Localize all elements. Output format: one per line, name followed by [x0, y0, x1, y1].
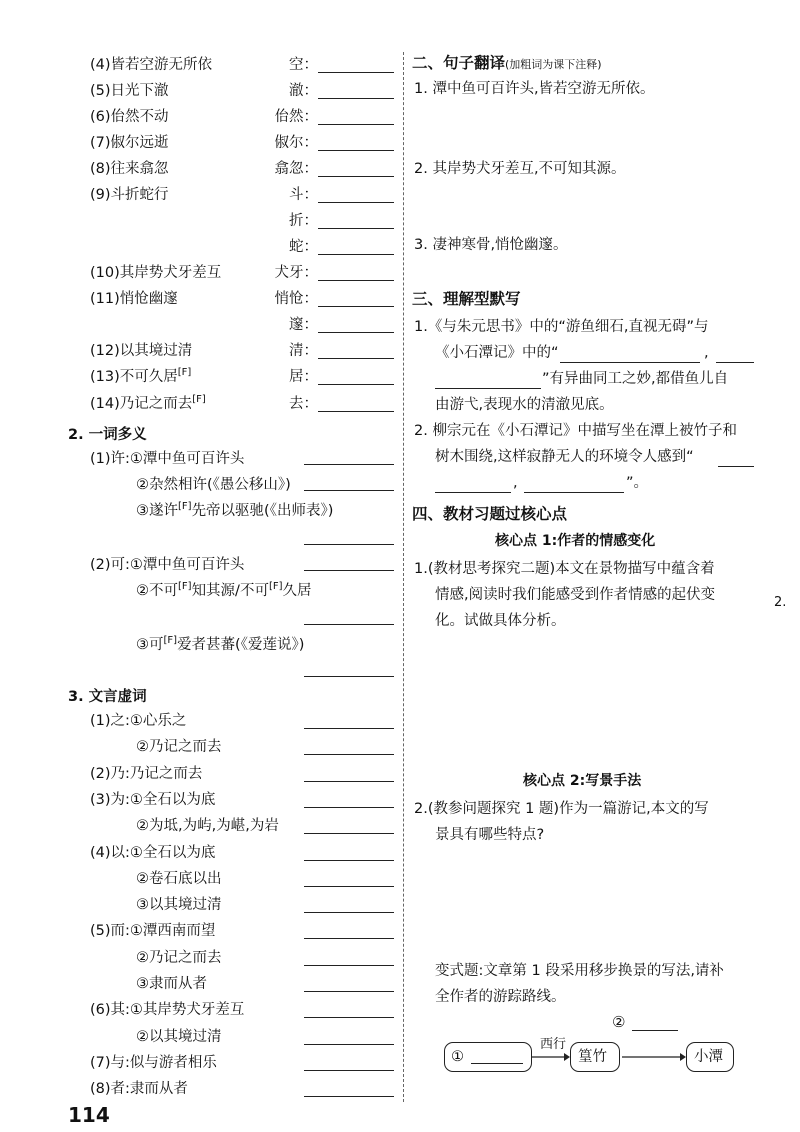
vocab-word: 清： — [289, 343, 318, 359]
dictation-line-1: 1.《与朱元思书》中的“游鱼细石,直视无碍”与 — [414, 319, 709, 335]
vocab-word: 蛇： — [289, 239, 318, 255]
vocab-answer-blank[interactable] — [318, 228, 394, 229]
function-word-item: (5)而:①潭西南而望 — [90, 923, 216, 940]
vocab-phrase: (11)悄怆幽邃 — [90, 291, 178, 307]
polysemy-answer-blank[interactable] — [304, 676, 394, 677]
vocab-answer-blank[interactable] — [318, 411, 394, 412]
vocab-answer-blank[interactable] — [318, 384, 394, 385]
vocab-word: 折： — [289, 213, 318, 229]
function-word-answer-blank[interactable] — [304, 965, 394, 966]
core1-line-1: 1.(教材思考探究二题)本文在景物描写中蕴含着 — [414, 561, 715, 577]
dictation-blank-5[interactable] — [435, 492, 511, 493]
vocab-answer-blank[interactable] — [318, 150, 394, 151]
core2-line-1: 2.(教参问题探究 1 题)作为一篇游记,本文的写 — [414, 801, 709, 817]
column-divider — [403, 52, 404, 1102]
route-arrow-2 — [620, 1050, 686, 1064]
section4-title: 四、教材习题过核心点 — [412, 505, 568, 523]
vocab-phrase: (4)皆若空游无所依 — [90, 57, 213, 73]
core-point-1-title: 核心点 1:作者的情感变化 — [495, 533, 656, 549]
polysemy-item: ③可[F]爱者甚蕃(《爱莲说》) — [136, 635, 305, 653]
polysemy-item: (2)可:①潭中鱼可百许头 — [90, 557, 245, 573]
vocab-answer-blank[interactable] — [318, 280, 394, 281]
polysemy-answer-blank[interactable] — [304, 570, 394, 571]
polysemy-answer-blank[interactable] — [304, 464, 394, 465]
function-word-answer-blank[interactable] — [304, 1070, 394, 1071]
route-label-2: ② — [612, 1013, 626, 1031]
section3-title: 三、理解型默写 — [412, 290, 521, 308]
route-blank-2[interactable] — [632, 1030, 678, 1031]
function-word-item: ②为坻,为屿,为嵁,为岩 — [136, 818, 279, 835]
page-number: 114 — [68, 1103, 110, 1127]
dictation-line-3: ”有异曲同工之妙,都借鱼儿自 — [542, 371, 729, 387]
dictation-blank-6[interactable] — [524, 492, 624, 493]
core-point-2-title: 核心点 2:写景手法 — [523, 773, 642, 789]
vocab-answer-blank[interactable] — [318, 306, 394, 307]
polysemy-item: ③遂许[F]先帝以驱驰(《出师表》) — [136, 501, 334, 519]
vocab-phrase: (7)俶尔远逝 — [90, 135, 169, 151]
function-word-answer-blank[interactable] — [304, 833, 394, 834]
function-word-answer-blank[interactable] — [304, 807, 394, 808]
polysemy-title: 2. 一词多义 — [68, 427, 147, 443]
vocab-phrase: (9)斗折蛇行 — [90, 187, 169, 203]
vocab-word: 犬牙： — [274, 265, 318, 281]
polysemy-answer-blank[interactable] — [304, 544, 394, 545]
translation-item-3: 3. 凄神寒骨,悄怆幽邃。 — [414, 237, 568, 253]
function-word-item: ③以其境过清 — [136, 897, 222, 914]
function-word-answer-blank[interactable] — [304, 728, 394, 729]
vocab-answer-blank[interactable] — [318, 124, 394, 125]
core1-line-3: 化。试做具体分析。 — [435, 613, 566, 629]
function-words-title: 3. 文言虚词 — [68, 689, 147, 705]
function-word-answer-blank[interactable] — [304, 938, 394, 939]
function-word-answer-blank[interactable] — [304, 1044, 394, 1045]
function-word-item: (7)与:似与游者相乐 — [90, 1054, 217, 1071]
vocab-answer-blank[interactable] — [318, 202, 394, 203]
vocab-phrase: (8)往来翕忽 — [90, 161, 169, 177]
function-word-answer-blank[interactable] — [304, 991, 394, 992]
function-word-answer-blank[interactable] — [304, 1017, 394, 1018]
vocab-phrase: (10)其岸势犬牙差互 — [90, 265, 222, 281]
vocab-answer-blank[interactable] — [318, 254, 394, 255]
comma-2: , — [513, 475, 518, 491]
vocab-word: 佁然： — [274, 109, 318, 125]
vocab-phrase: (6)佁然不动 — [90, 109, 169, 125]
route-box-2: 篁竹 — [570, 1042, 620, 1072]
vocab-answer-blank[interactable] — [318, 176, 394, 177]
route-arrow-1 — [530, 1050, 570, 1064]
polysemy-item: ②杂然相许(《愚公移山》) — [136, 477, 291, 493]
polysemy-answer-blank[interactable] — [304, 624, 394, 625]
vocab-phrase: (12)以其境过清 — [90, 343, 193, 359]
polysemy-item: (1)许:①潭中鱼可百许头 — [90, 451, 245, 467]
dictation-line-6: 树木围绕,这样寂静无人的环境令人感到“ — [435, 449, 694, 465]
route-arrow-label: 西行 — [540, 1037, 567, 1052]
function-word-answer-blank[interactable] — [304, 860, 394, 861]
function-word-item: (1)之:①心乐之 — [90, 713, 187, 729]
dictation-line-2: 《小石潭记》中的“ — [435, 345, 559, 361]
function-word-item: ②卷石底以出 — [136, 870, 222, 887]
function-word-item: (4)以:①全石以为底 — [90, 844, 216, 861]
function-word-item: (3)为:①全石以为底 — [90, 791, 216, 808]
polysemy-item: ②不可[F]知其源/不可[F]久居 — [136, 581, 312, 599]
core1-line-2: 情感,阅读时我们能感受到作者情感的起伏变 — [435, 587, 716, 603]
function-word-answer-blank[interactable] — [304, 781, 394, 782]
function-word-item: (6)其:①其岸势犬牙差互 — [90, 1002, 245, 1019]
function-word-item: ②乃记之而去 — [136, 949, 222, 966]
vocab-word: 邃： — [289, 317, 318, 333]
dictation-line-7: ”。 — [626, 475, 649, 491]
margin-mark: 2. — [774, 595, 787, 610]
vocab-word: 俶尔： — [274, 135, 318, 151]
vocab-answer-blank[interactable] — [318, 98, 394, 99]
function-word-answer-blank[interactable] — [304, 754, 394, 755]
vocab-word: 空： — [289, 57, 318, 73]
vocab-answer-blank[interactable] — [318, 72, 394, 73]
vocab-word: 去： — [289, 396, 318, 412]
dictation-line-5: 2. 柳宗元在《小石潭记》中描写坐在潭上被竹子和 — [414, 423, 737, 439]
function-word-item: (2)乃:乃记之而去 — [90, 765, 203, 782]
function-word-item: ③隶而从者 — [136, 976, 207, 992]
variant-line-1: 变式题:文章第 1 段采用移步换景的写法,请补 — [435, 963, 724, 979]
core2-line-2: 景具有哪些特点? — [435, 827, 545, 843]
vocab-phrase: (14)乃记之而去[F] — [90, 394, 206, 412]
translation-item-2: 2. 其岸势犬牙差互,不可知其源。 — [414, 161, 626, 177]
translation-item-1: 1. 潭中鱼可百许头,皆若空游无所依。 — [414, 81, 655, 97]
vocab-word: 翕忽： — [274, 161, 318, 177]
vocab-answer-blank[interactable] — [318, 332, 394, 333]
function-word-item: ②乃记之而去 — [136, 739, 222, 756]
route-blank-1[interactable] — [471, 1063, 523, 1064]
function-word-answer-blank[interactable] — [304, 912, 394, 913]
function-word-item: ②以其境过清 — [136, 1028, 222, 1045]
function-word-answer-blank[interactable] — [304, 886, 394, 887]
vocab-phrase: (5)日光下澈 — [90, 83, 169, 99]
section2-title: 二、句子翻译(加粗词为课下注释) — [412, 54, 602, 72]
dictation-blank-3[interactable] — [435, 388, 541, 389]
variant-line-2: 全作者的游踪路线。 — [435, 989, 566, 1005]
vocab-word: 斗： — [289, 187, 318, 203]
dictation-blank-2[interactable] — [716, 362, 754, 363]
dictation-line-4: 由游弋,表现水的清澈见底。 — [435, 397, 614, 413]
vocab-phrase: (13)不可久居[F] — [90, 367, 192, 385]
function-word-answer-blank[interactable] — [304, 1096, 394, 1097]
route-box-1: ① — [444, 1042, 532, 1072]
dictation-blank-4[interactable] — [718, 466, 754, 467]
vocab-answer-blank[interactable] — [318, 358, 394, 359]
vocab-word: 澈： — [289, 83, 318, 99]
comma-1: , — [704, 345, 709, 361]
vocab-word: 居： — [289, 369, 318, 385]
polysemy-answer-blank[interactable] — [304, 490, 394, 491]
vocab-word: 悄怆： — [274, 291, 318, 307]
route-box-3: 小潭 — [686, 1042, 734, 1072]
dictation-blank-1[interactable] — [560, 362, 700, 363]
function-word-item: (8)者:隶而从者 — [90, 1081, 188, 1098]
